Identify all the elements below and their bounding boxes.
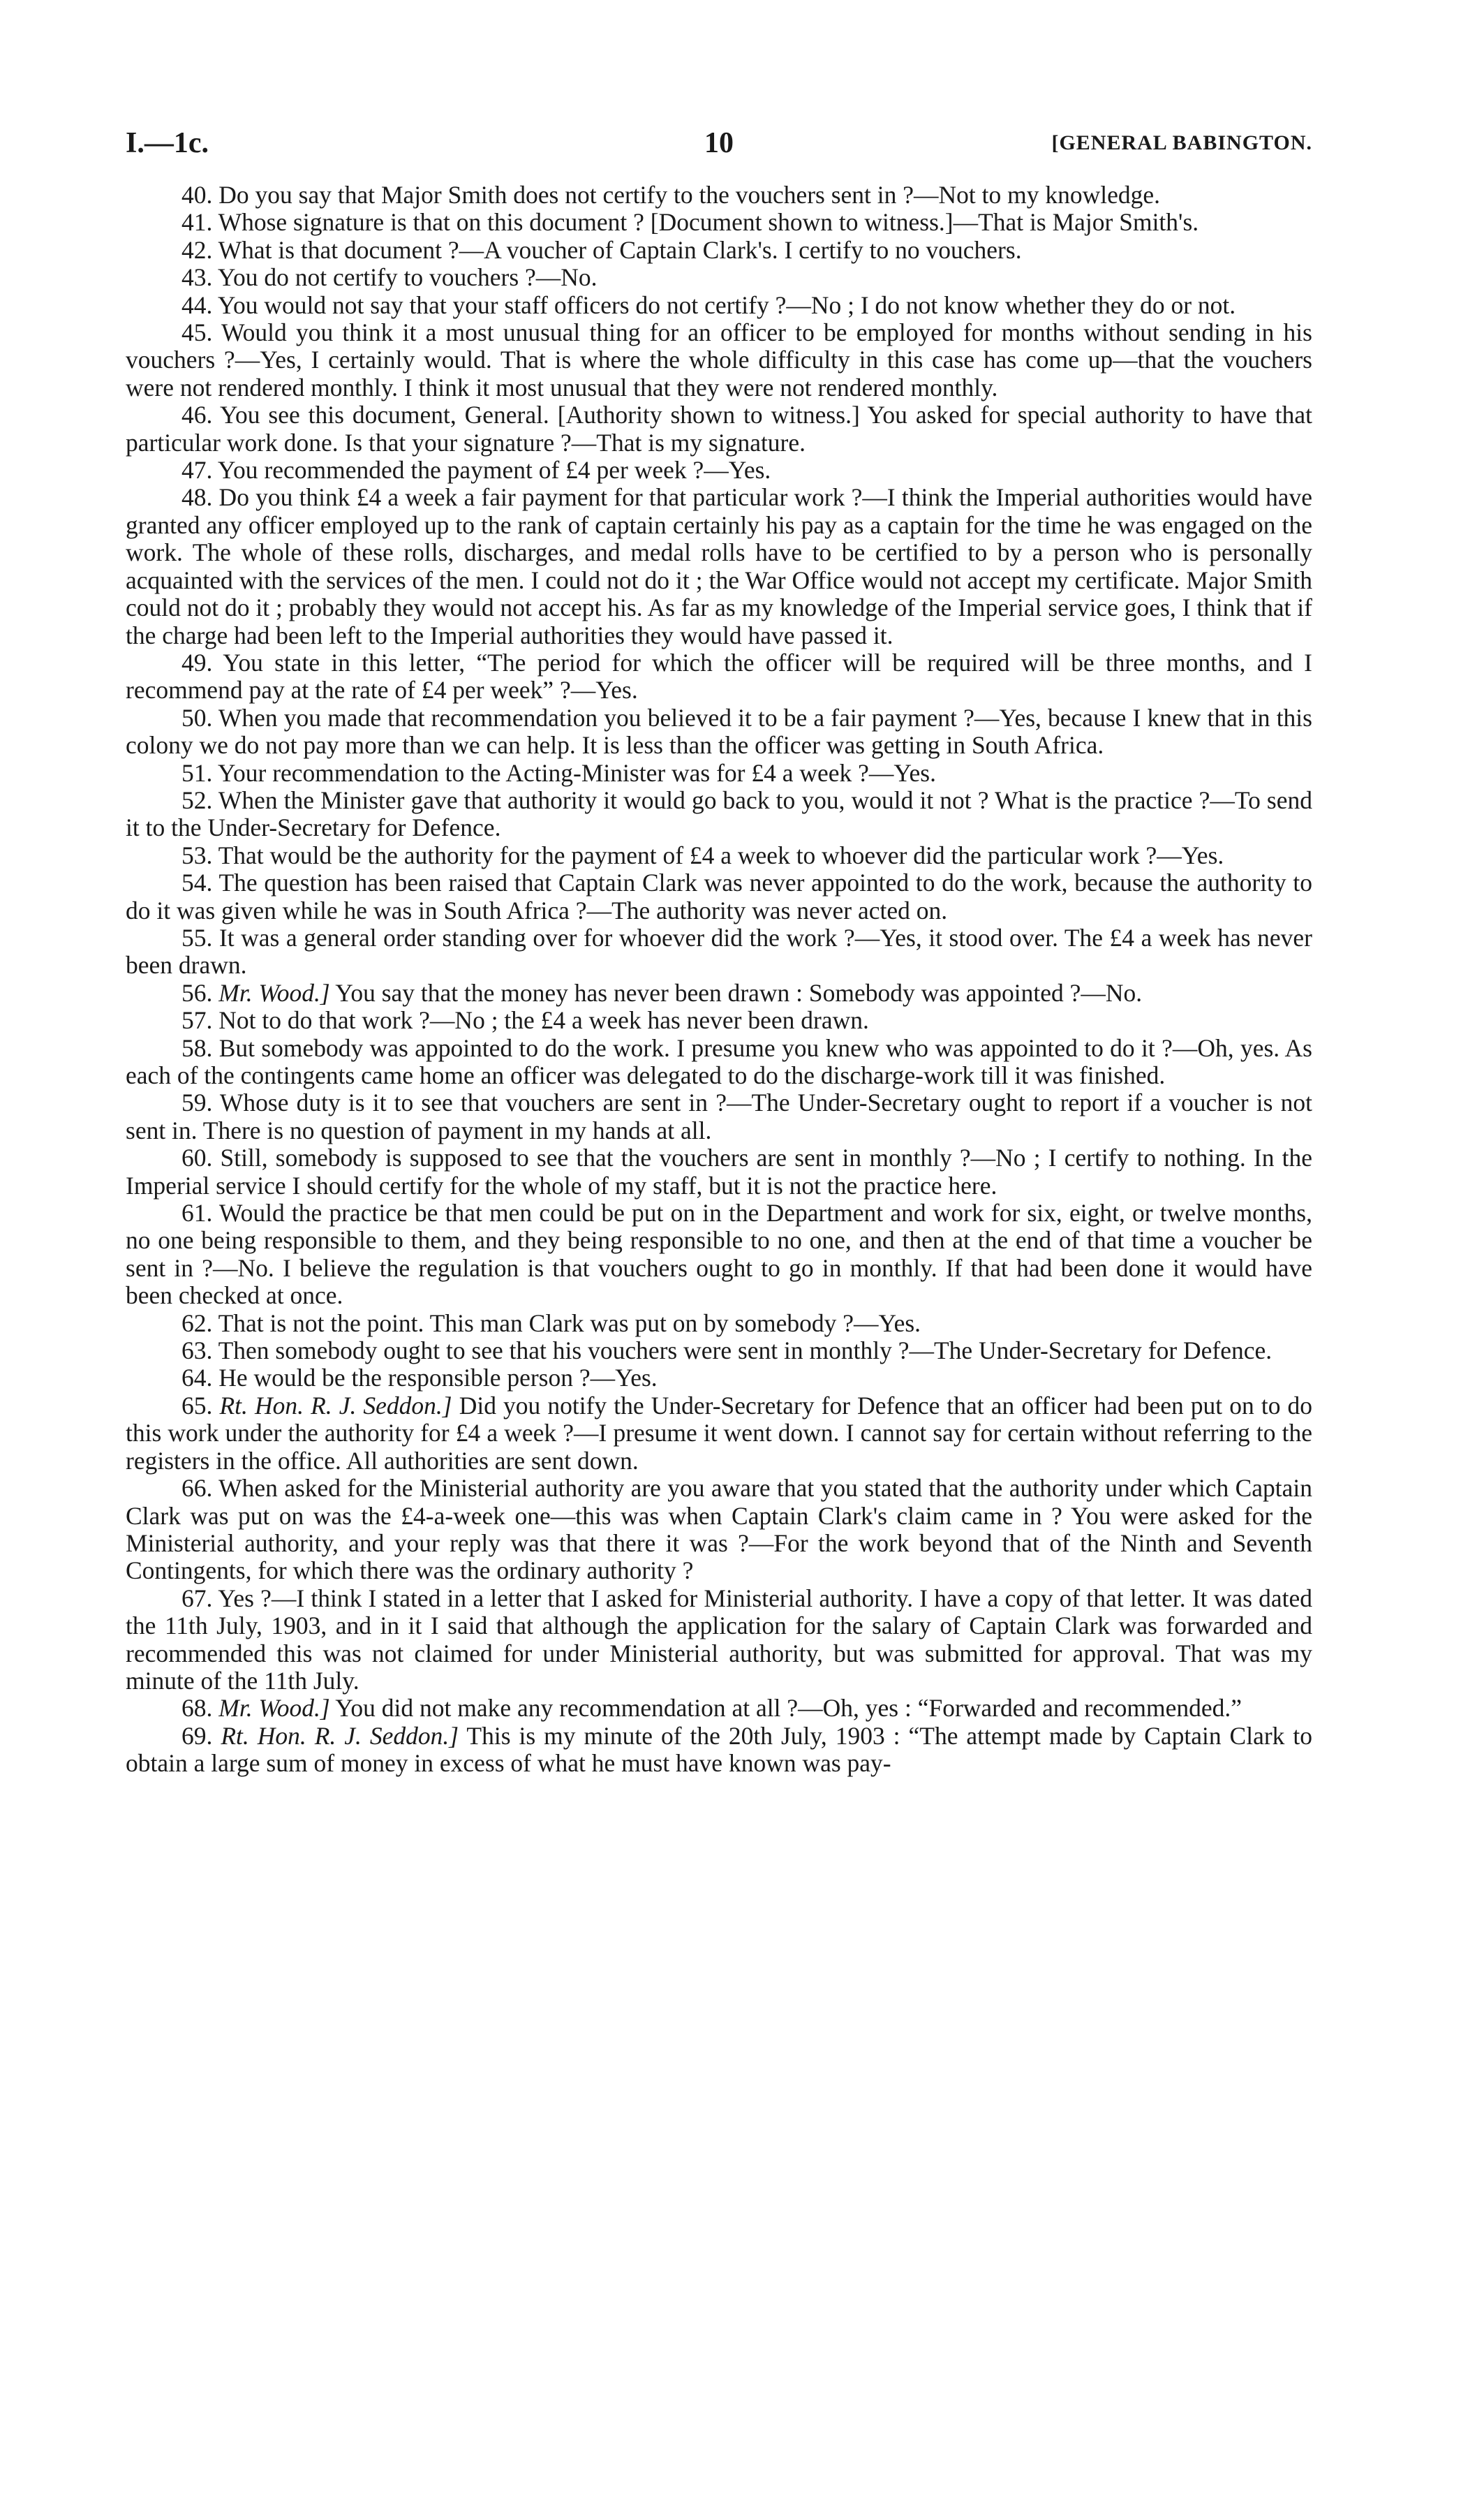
document-page [126,119,1312,1778]
speaker-name: Mr. Wood.] [218,1694,330,1723]
question-number: 68. [181,1694,213,1723]
question-60: 60. Still, somebody is supposed to see that the vouchers are sent in monthly ?—No ; I certify to nothing. In the Imperial service I should certify for the whole of my staff, but it is not the practice here. [126,1144,1312,1200]
question-64: 64. He would be the responsible person ?—Yes. [181,1364,658,1392]
question-58: 58. But somebody was appointed to do the work. I presume you knew who was appointed to do it ?—Oh, yes. As each of the contingents came home an officer was delegated to do the discharge-work till it was finished. [126,1033,1312,1089]
question-number: 56. [181,978,213,1007]
paper-reference: I.—1c. [126,127,209,159]
question-40: 40. Do you say that Major Smith does not certify to the vouchers sent in ?—Not to my knowledge. [181,181,1161,209]
speaker-name: Mr. Wood.] [218,978,330,1007]
question-45: 45. Would you think it a most unusual thing for an officer to be employed for months without sending in his vouchers ?—Yes, I certainly would. That is where the whole difficulty in this case has come up—that the vouchers were not rendered monthly. I think it most unusual that they were not rendered monthly. [126,318,1312,401]
question-text: Did you notify the Under-Secretary for Defence that an officer had been put on to do this work under the authority for £4 a week ?—I presume it went down. I cannot say for certain without referring to the registers in the office. All authorities are sent down. [126,1391,1313,1475]
question-44: 44. You would not say that your staff officers do not certify ?—No ; I do not know whether they do or not. [181,290,1236,319]
question-68 [126,1695,1312,1722]
question-52: 52. When the Minister gave that authority it would go back to you, would it not ? What is the practice ?—To send it to the Under-Secretary for Defence. [126,786,1312,842]
question-41: 41. Whose signature is that on this document ? [Document shown to witness.]—That is Major Smith's. [181,208,1199,237]
question-61: 61. Would the practice be that men could be put on in the Department and work for six, eight, or twelve months, no one being responsible to them, and they being responsible to no one, and then at the end of that time a voucher be sent in ?—No. I believe the regulation is that vouchers ought to go in monthly. If that had been done it would have been checked at once. [126,1199,1312,1310]
page-number: 10 [704,127,734,159]
question-69 [126,1723,1312,1778]
question-54: 54. The question has been raised that Captain Clark was never appointed to do the work, because the authority to do it was given while he was in South Africa ?—The authority was never acted on. [126,869,1312,924]
question-text: You say that the money has never been drawn : Somebody was appointed ?—No. [335,978,1143,1007]
speaker-name: Rt. Hon. R. J. Seddon.] [221,1721,459,1750]
question-55: 55. It was a general order standing over for whoever did the work ?—Yes, it stood over. The £4 a week has never been drawn. [126,923,1312,980]
question-66: 66. When asked for the Ministerial authority are you aware that you stated that the authority under which Captain Clark was put on was the £4-a-week one—this was when Captain Clark's claim came in ? You were asked for the Ministerial authority, and your reply was that there it was ?—For the work beyond that of the Ninth and Seventh Contingents, for which there was the ordinary authority ? [126,1474,1312,1585]
question-57: 57. Not to do that work ?—No ; the £4 a week has never been drawn. [181,1006,869,1035]
question-number: 69. [181,1721,213,1750]
question-65 [126,1392,1312,1475]
testimony-body [126,182,1312,1778]
question-56 [126,980,1312,1007]
speaker-name: Rt. Hon. R. J. Seddon.] [219,1391,452,1420]
running-head: [GENERAL BABINGTON. [1051,131,1312,154]
question-43: 43. You do not certify to vouchers ?—No. [181,263,598,292]
question-59: 59. Whose duty is it to see that vouchers are sent in ?—The Under-Secretary ought to report if a voucher is not sent in. There is no question of payment in my hands at all. [126,1089,1312,1144]
question-50: 50. When you made that recommendation you believed it to be a fair payment ?—Yes, because I knew that in this colony we do not pay more than we can help. It is less than the officer was getting in South Africa. [126,703,1312,760]
question-47: 47. You recommended the payment of £4 per week ?—Yes. [181,456,771,485]
question-49: 49. You state in this letter, “The period for which the officer will be required will be three months, and I recommend pay at the rate of £4 per week” ?—Yes. [126,648,1312,705]
question-51: 51. Your recommendation to the Acting-Minister was for £4 a week ?—Yes. [181,758,936,787]
question-number: 65. [181,1391,213,1420]
question-48: 48. Do you think £4 a week a fair payment for that particular work ?—I think the Imperial authorities would have granted any officer employed up to the rank of captain certainly his pay as a captain for the time he was engaged on the work. The whole of these rolls, discharges, and medal rolls have to be certified to by a person who is personally acquainted with the services of the men. I could not do it ; the War Office would not accept my certificate. Major Smith could not do it ; probably they would not accept his. As far as my knowledge of the Imperial service goes, I think that if the charge had been left to the Imperial authorities they would have passed it. [126,483,1312,649]
question-text: You did not make any recommendation at all ?—Oh, yes : “Forwarded and recommended.” [335,1694,1242,1723]
question-46: 46. You see this document, General. [Authority shown to witness.] You asked for special authority to have that particular work done. Is that your signature ?—That is my signature. [126,401,1312,457]
question-42: 42. What is that document ?—A voucher of Captain Clark's. I certify to no vouchers. [181,235,1022,264]
question-63: 63. Then somebody ought to see that his vouchers were sent in monthly ?—The Under-Secretary for Defence. [181,1336,1272,1365]
question-62: 62. That is not the point. This man Clark was put on by somebody ?—Yes. [181,1309,921,1337]
question-53: 53. That would be the authority for the payment of £4 a week to whoever did the particular work ?—Yes. [181,841,1224,869]
page-header [126,119,1312,168]
question-67: 67. Yes ?—I think I stated in a letter that I asked for Ministerial authority. I have a copy of that letter. It was dated the 11th July, 1903, and in it I said that although the application for the salary of Captain Clark was forwarded and recommended this was not claimed for under Ministerial authority, but was submitted for approval. That was my minute of the 11th July. [126,1584,1312,1695]
question-text: This is my minute of the 20th July, 1903 : “The attempt made by Captain Clark to obtain a large sum of money in excess of what he must have known was pay- [126,1721,1313,1778]
